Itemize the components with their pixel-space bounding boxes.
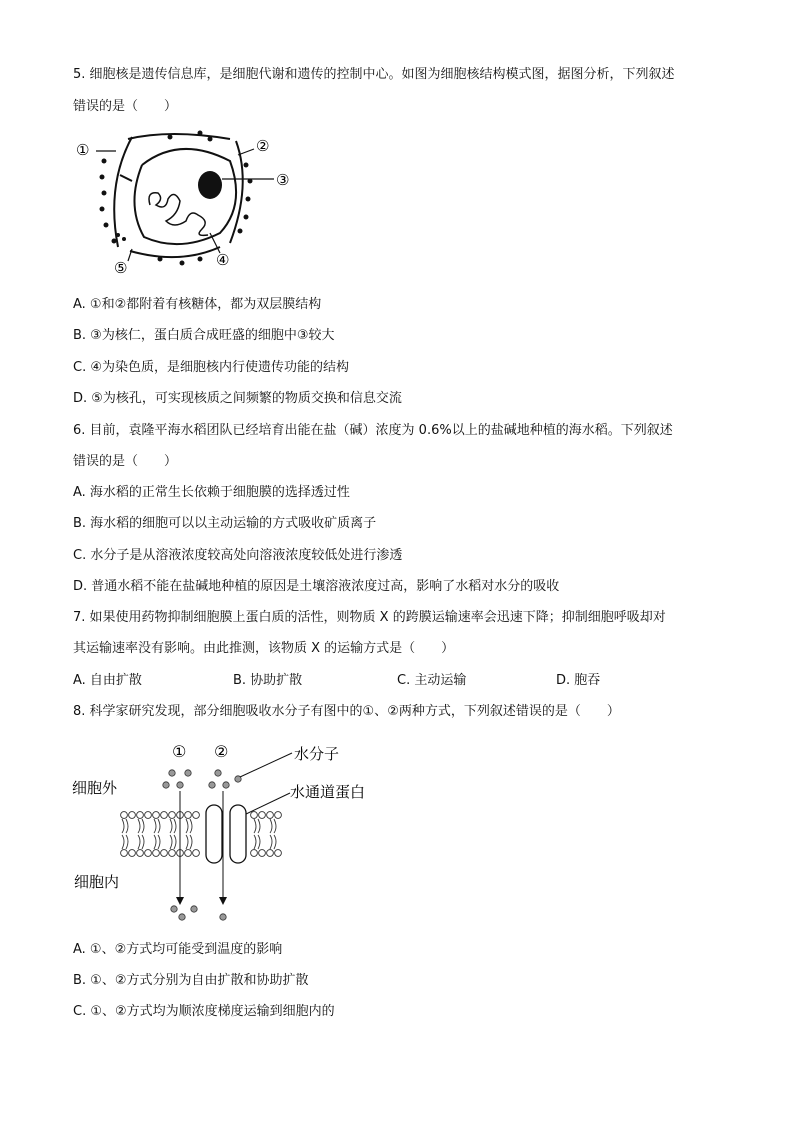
chromatin: [149, 193, 208, 236]
q6-option-a: A. 海水稻的正常生长依赖于细胞膜的选择透过性: [73, 485, 350, 500]
phospholipid-heads-bottom: [121, 850, 282, 857]
q8-stem-line1: 8. 科学家研究发现，部分细胞吸收水分子有图中的①、②两种方式，下列叙述错误的是（ ）: [73, 704, 620, 719]
q8-option-c: C. ①、②方式均为顺浓度梯度运输到细胞内的: [73, 1004, 335, 1019]
q6-stem-line1: 6. 目前，袁隆平海水稻团队已经培育出能在盐（碱）浓度为 0.6%以上的盐碱地种植的海水稻。下列叙述: [73, 423, 673, 438]
outer-membrane-bottom: [130, 247, 220, 257]
leader-2: [238, 149, 254, 155]
q5-stem-line1: 5. 细胞核是遗传信息库，是细胞代谢和遗传的控制中心。如图为细胞核结构模式图，据图分析，下列叙述: [73, 67, 675, 82]
nucleolus: [198, 171, 222, 199]
fig8-label-outside: 细胞外: [72, 779, 118, 797]
q7-option-a: A. 自由扩散: [73, 673, 142, 688]
channel-leader: [244, 793, 290, 815]
fig5-label-3: ③: [276, 171, 290, 189]
q5-option-c: C. ④为染色质，是细胞核内行使遗传功能的结构: [73, 360, 349, 375]
q8-option-b: B. ①、②方式分别为自由扩散和协助扩散: [73, 973, 309, 988]
q6-option-c: C. 水分子是从溶液浓度较高处向溶液浓度较低处进行渗透: [73, 548, 403, 563]
outer-membrane-line: [128, 134, 230, 139]
phospholipid-heads-top: [121, 812, 282, 819]
q7-option-c: C. 主动运输: [397, 673, 467, 688]
water-channel-protein-left: [206, 805, 222, 863]
q5-option-a: A. ①和②都附着有核糖体，都为双层膜结构: [73, 297, 322, 312]
fig8-label-channel: 水通道蛋白: [290, 783, 366, 801]
q6-stem-line2: 错误的是（ ）: [73, 454, 178, 469]
water-molecules-outside: [163, 770, 241, 788]
q8-option-a: A. ①、②方式均可能受到温度的影响: [73, 942, 283, 957]
fig8-label-path2: ②: [214, 742, 229, 761]
water-molecules-inside: [171, 906, 226, 920]
nucleus-structure-diagram: [70, 125, 310, 275]
q6-option-d: D. 普通水稻不能在盐碱地种植的原因是土壤溶液浓度过高，影响了水稻对水分的吸收: [73, 579, 560, 594]
q6-option-b: B. 海水稻的细胞可以以主动运输的方式吸收矿质离子: [73, 516, 377, 531]
membrane-transport-diagram: [68, 735, 388, 925]
fig5-label-2: ②: [256, 137, 270, 155]
fig5-label-4: ④: [216, 251, 230, 269]
fig8-label-water: 水分子: [294, 745, 340, 763]
fig8-label-inside: 细胞内: [74, 873, 120, 891]
fig5-label-5: ⑤: [114, 259, 128, 275]
q7-option-b: B. 协助扩散: [233, 673, 303, 688]
water-channel-protein-right: [230, 805, 246, 863]
lipid-bilayer: [121, 812, 282, 857]
q5-option-d: D. ⑤为核孔，可实现核质之间频繁的物质交换和信息交流: [73, 391, 402, 406]
path2-arrowhead: [219, 897, 227, 905]
phospholipid-tails: [122, 819, 276, 849]
fig8-label-path1: ①: [172, 742, 187, 761]
q7-stem-line2: 其运输速率没有影响。由此推测，该物质 X 的运输方式是（ ）: [73, 641, 455, 656]
q7-stem-line1: 7. 如果使用药物抑制细胞膜上蛋白质的活性，则物质 X 的跨膜运输速率会迅速下降；抑制细胞呼吸却对: [73, 610, 666, 625]
water-leader: [240, 753, 292, 777]
outer-membrane-left: [114, 137, 132, 247]
leader-5: [128, 249, 132, 261]
q5-stem-line2: 错误的是（ ）: [73, 99, 178, 114]
ribosome-dots: [100, 131, 253, 266]
q5-option-b: B. ③为核仁，蛋白质合成旺盛的细胞中③较大: [73, 328, 335, 343]
q7-option-d: D. 胞吞: [556, 673, 601, 688]
path1-arrowhead: [176, 897, 184, 905]
fig5-label-1: ①: [76, 141, 90, 159]
er-line: [120, 175, 132, 181]
